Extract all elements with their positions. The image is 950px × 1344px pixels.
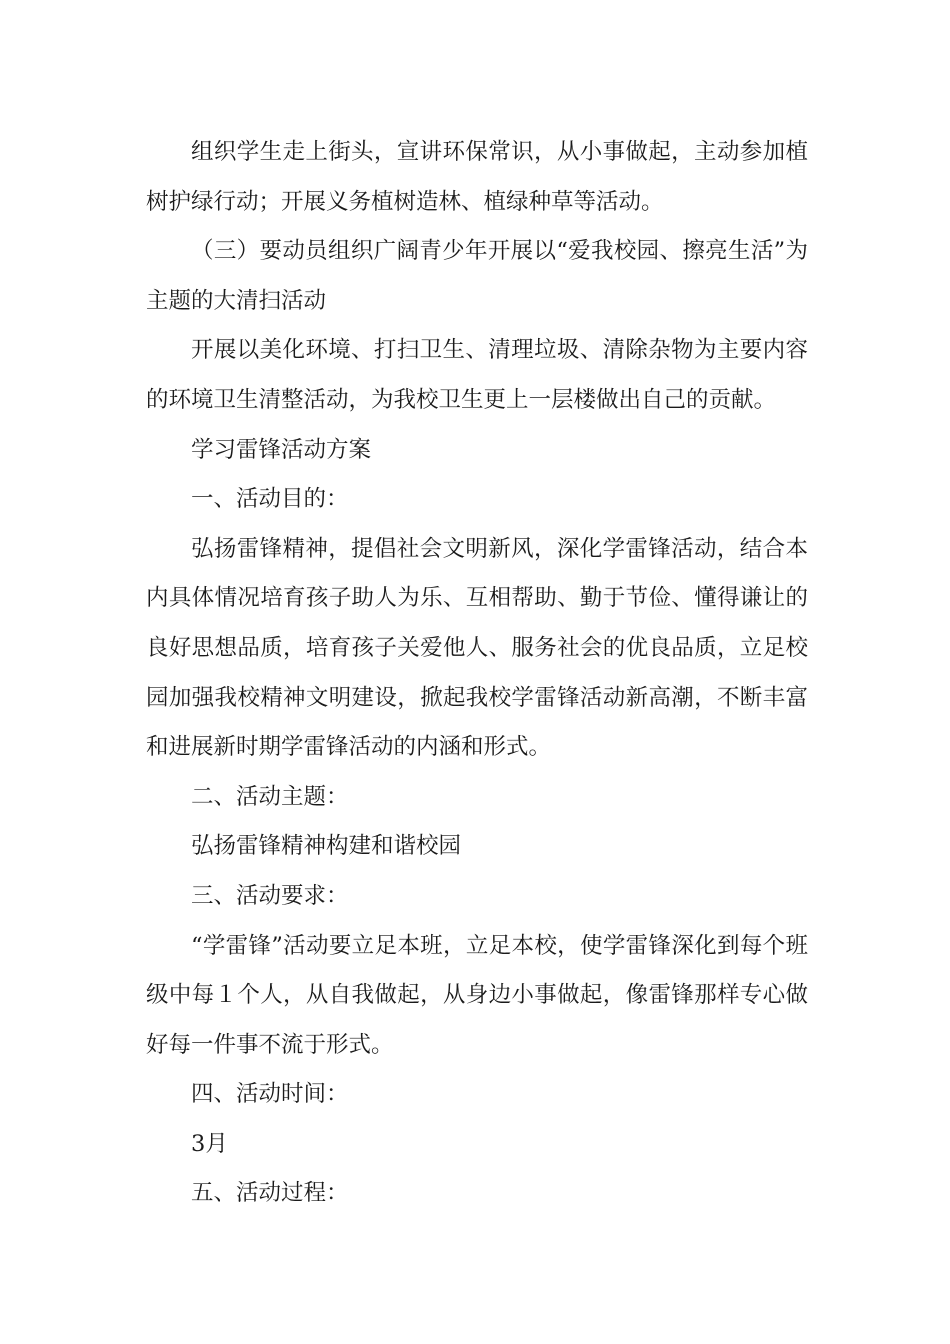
paragraph-cleanup-content: 开展以美化环境、打扫卫生、清理垃圾、清除杂物为主要内容的环境卫生清整活动，为我校卫生更上一层楼做出自己的贡献。 bbox=[146, 337, 808, 413]
paragraph-theme: 弘扬雷锋精神构建和谐校园 bbox=[191, 833, 462, 860]
paragraph-purpose: 弘扬雷锋精神，提倡社会文明新风，深化学雷锋活动，结合本内具体情况培育孩子助人为乐、互相帮助、勤于节俭、懂得谦让的良好思想品质，培育孩子关爱他人、服务社会的优良品质，立足校园加强我校精神文明建设，掀起我校学雷锋活动新高潮，不断丰富和进展新时期学雷锋活动的内涵和形式。 bbox=[146, 535, 808, 761]
section-heading-requirements: 三、活动要求： bbox=[191, 882, 349, 909]
paragraph-environmental-activity: 组织学生走上街头，宣讲环保常识，从小事做起，主动参加植树护绿行动；开展义务植树造林、植绿种草等活动。 bbox=[146, 139, 808, 215]
section-heading-purpose: 一、活动目的： bbox=[191, 486, 349, 513]
paragraph-cleanup-heading: （三）要动员组织广阔青少年开展以“爱我校园、擦亮生活”为主题的大清扫活动 bbox=[146, 238, 808, 314]
section-heading-time: 四、活动时间： bbox=[191, 1081, 349, 1108]
paragraph-time: 3月 bbox=[191, 1130, 228, 1157]
section-heading-process: 五、活动过程： bbox=[191, 1180, 349, 1207]
paragraph-requirements: “学雷锋”活动要立足本班，立足本校，使学雷锋深化到每个班级中每１个人，从自我做起，从身边小事做起，像雷锋那样专心做好每一件事不流于形式。 bbox=[146, 932, 808, 1058]
document-body bbox=[146, 128, 808, 1219]
document-title: 学习雷锋活动方案 bbox=[191, 436, 372, 463]
section-heading-theme: 二、活动主题： bbox=[191, 783, 349, 810]
